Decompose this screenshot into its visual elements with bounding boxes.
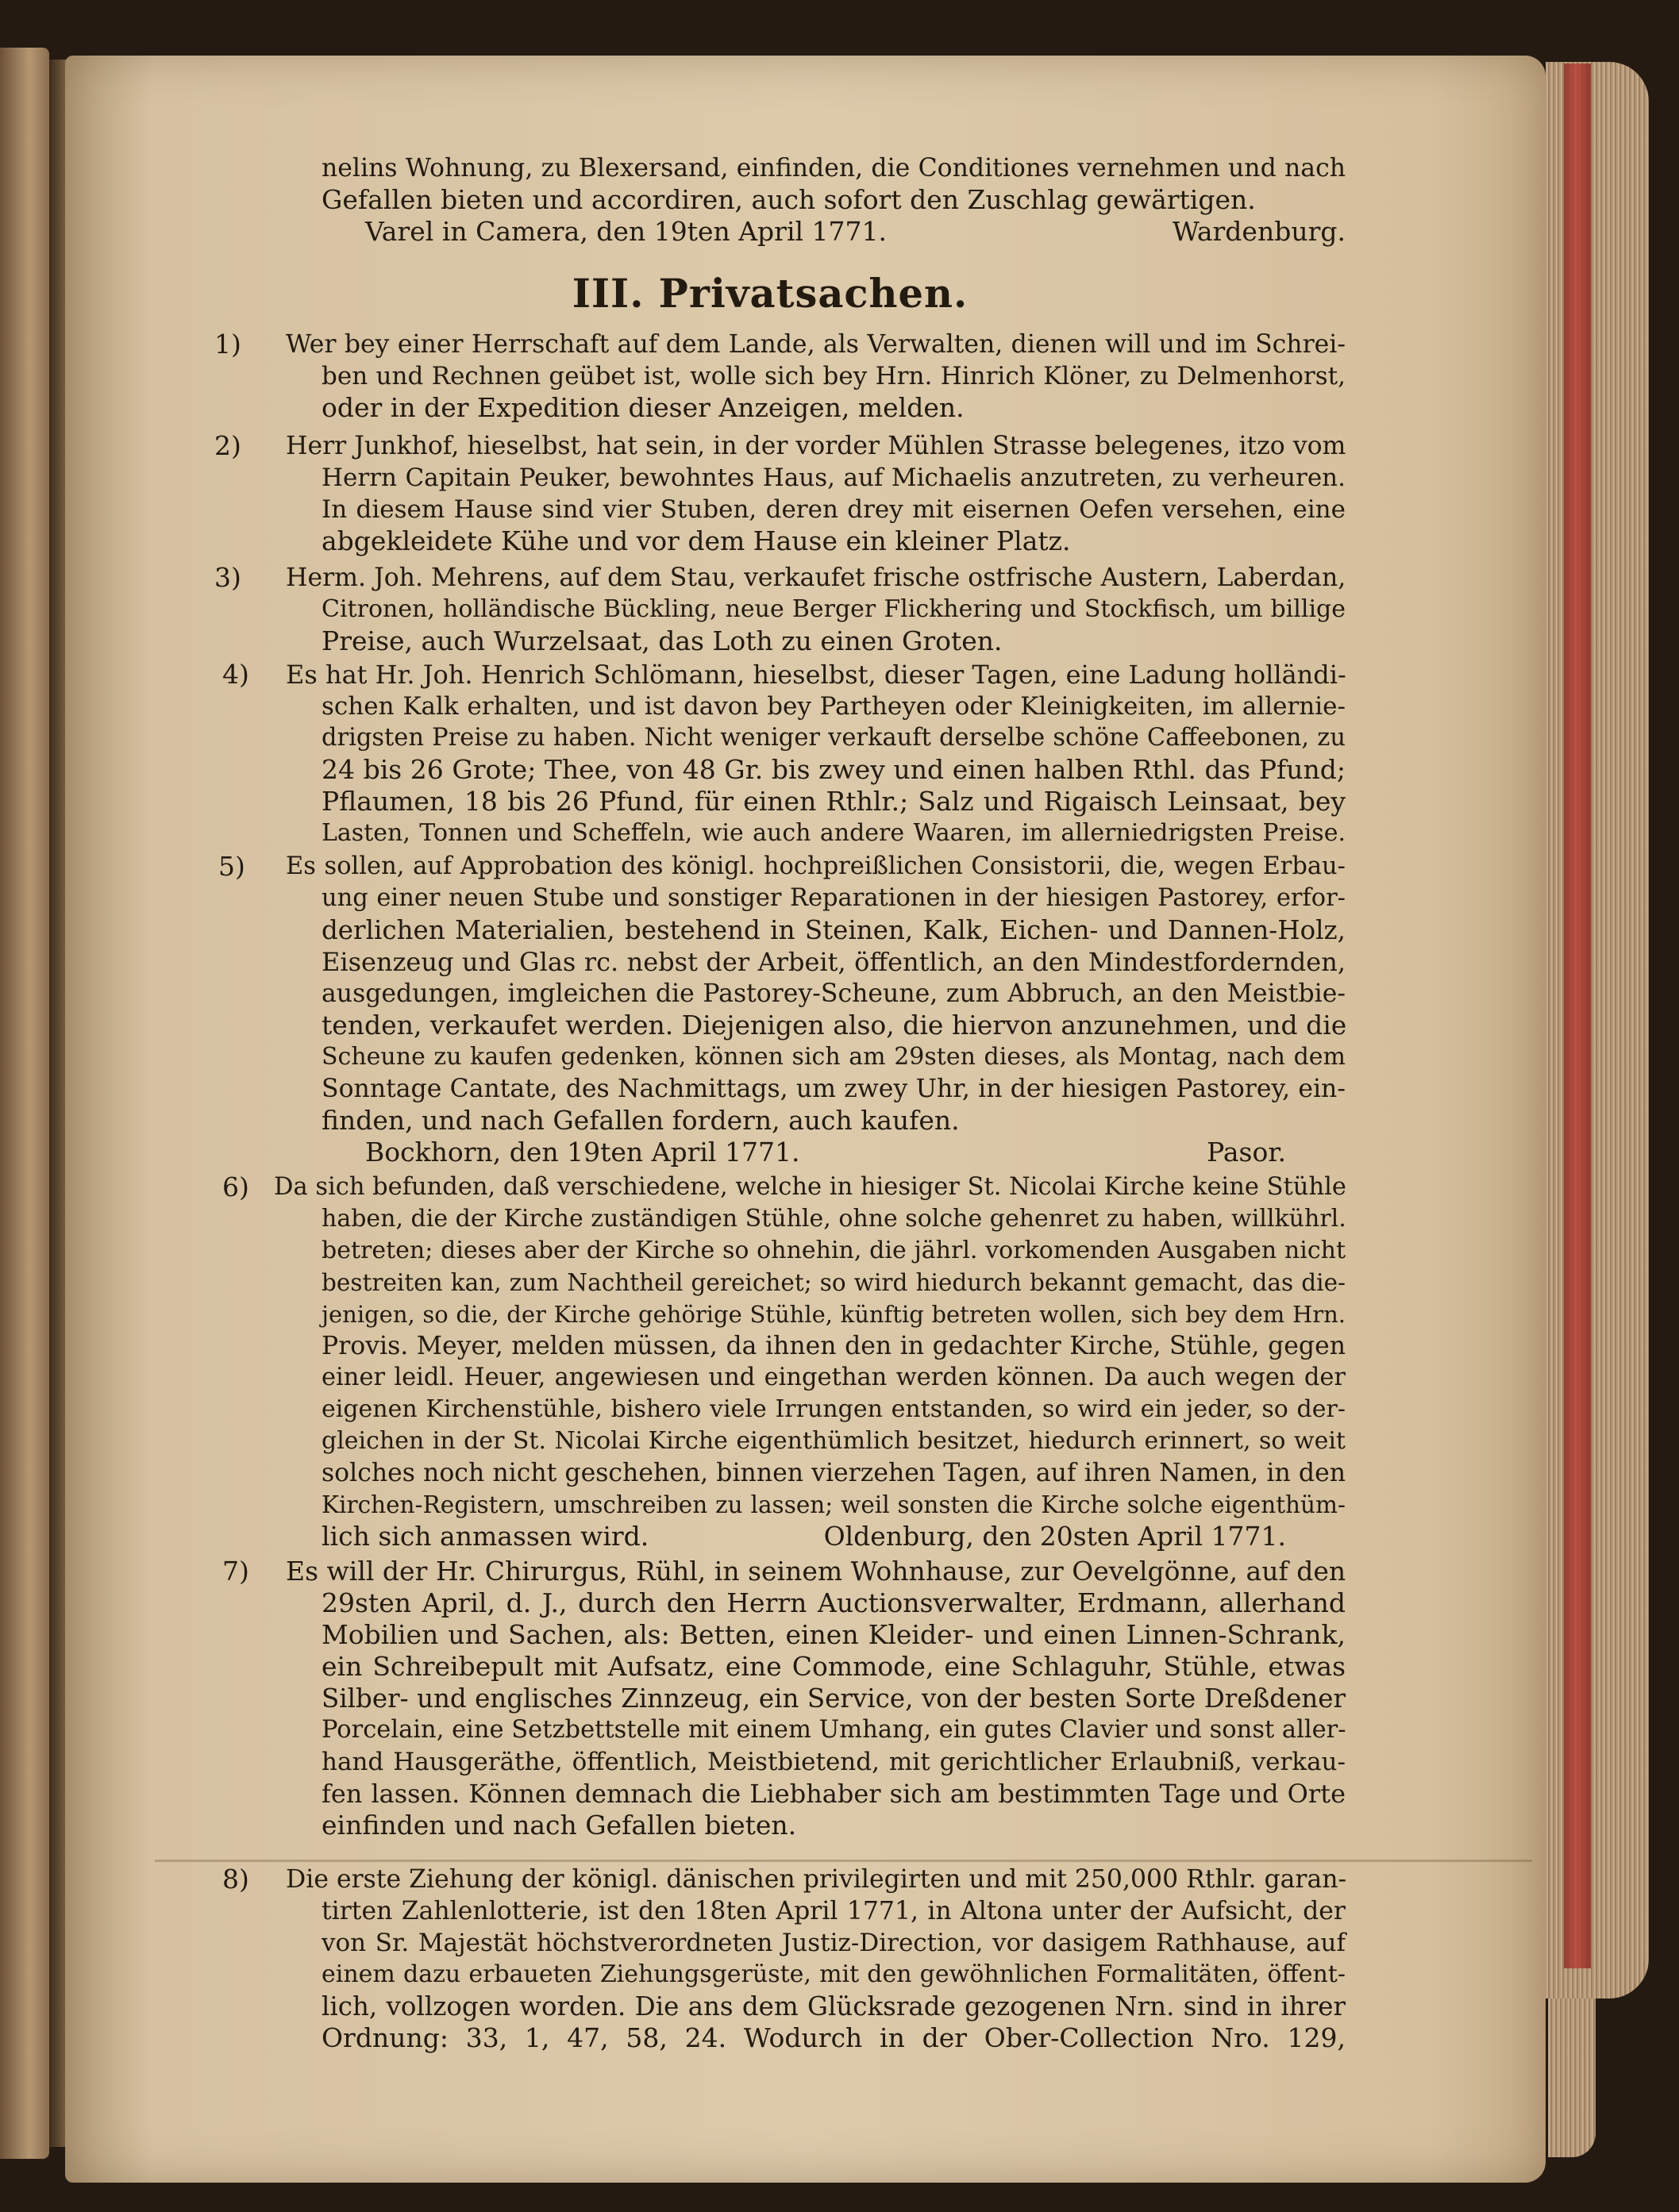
- item-5-line: Scheune zu kaufen gedenken, können sich am 29sten dieses, als Montag, nach dem: [322, 1043, 1346, 1071]
- item-5-number: 5): [218, 851, 245, 882]
- item-4-number: 4): [222, 659, 249, 690]
- item-5-line: Eisenzeug und Glas rc. nebst der Arbeit, öffentlich, an den Mindestfordernden,: [322, 947, 1346, 977]
- item-1-line: ben und Rechnen geübet ist, wolle sich bey Hrn. Hinrich Klöner, zu Delmenhorst,: [322, 362, 1346, 390]
- item-5-line: ausgedungen, imgleichen die Pastorey-Scheune, zum Abbruch, an den Meistbie-: [322, 979, 1346, 1008]
- item-3-line: Citronen, holländische Bückling, neue Berger Flickhering und Stockfisch, um billige: [322, 595, 1346, 623]
- item-3-line: Preise, auch Wurzelsaat, das Loth zu einen Groten.: [322, 625, 1003, 656]
- item-2-line: abgekleidete Kühe und vor dem Hause ein kleiner Platz.: [322, 525, 1071, 556]
- item-1-line: oder in der Expedition dieser Anzeigen, melden.: [322, 392, 965, 423]
- item-6-line: Kirchen-Registern, umschreiben zu lassen; weil sonsten die Kirche solche eigenthüm-: [322, 1491, 1346, 1518]
- item-5-line: ung einer neuen Stube und sonstiger Reparationen in der hiesigen Pastorey, erfor-: [322, 884, 1346, 912]
- item-2-number: 2): [214, 430, 241, 461]
- item-7-number: 7): [222, 1556, 249, 1587]
- item-5-signature: Pasor.: [1207, 1137, 1286, 1168]
- section-heading: III. Privatsachen.: [572, 271, 969, 317]
- item-4-line: 24 bis 26 Grote; Thee, von 48 Gr. bis zwey und einen halben Rthl. das Pfund;: [322, 754, 1346, 785]
- item-6-line: solches noch nicht geschehen, binnen vierzehen Tagen, auf ihren Namen, in den: [322, 1459, 1346, 1487]
- top-line-1: nelins Wohnung, zu Blexersand, einfinden, die Conditiones vernehmen und nach: [322, 154, 1346, 183]
- item-1-number: 1): [214, 329, 241, 360]
- item-7-line: fen lassen. Können demnach die Liebhaber sich am bestimmten Tage und Orte: [322, 1779, 1346, 1809]
- item-8-line: einem dazu erbaueten Ziehungsgerüste, mit den gewöhnlichen Formalitäten, öffent-: [322, 1960, 1346, 1988]
- item-4-line: Es hat Hr. Joh. Henrich Schlömann, hieselbst, dieser Tagen, eine Ladung holländi-: [286, 660, 1346, 690]
- item-6-line: eigenen Kirchenstühle, bishero viele Irrungen entstanden, so wird ein jeder, so der-: [322, 1395, 1346, 1423]
- top-line-2: Gefallen bieten und accordiren, auch sofort den Zuschlag gewärtigen.: [322, 184, 1256, 215]
- item-2-line: In diesem Hause sind vier Stuben, deren drey mit eisernen Oefen versehen, eine: [322, 495, 1346, 524]
- item-4-line: Lasten, Tonnen und Scheffeln, wie auch andere Waaren, im allerniedrigsten Preise.: [322, 819, 1346, 847]
- item-7-line: hand Hausgeräthe, öffentlich, Meistbietend, mit gerichtlicher Erlaubniß, verkau-: [322, 1748, 1346, 1776]
- item-7-line: Es will der Hr. Chirurgus, Rühl, in seinem Wohnhause, zur Oevelgönne, auf den: [286, 1556, 1346, 1587]
- item-5-line: Es sollen, auf Approbation des königl. hochpreißlichen Consistorii, die, wegen Erbau-: [286, 852, 1346, 880]
- item-8-line: von Sr. Majestät höchstverordneten Justiz-Direction, vor dasigem Rathhause, auf: [322, 1929, 1346, 1957]
- item-7-line: ein Schreibepult mit Aufsatz, eine Commode, eine Schlaguhr, Stühle, etwas: [322, 1651, 1346, 1682]
- item-6-last-line: lich sich anmassen wird.: [322, 1521, 649, 1552]
- item-6-place-date: Oldenburg, den 20sten April 1771.: [823, 1521, 1286, 1552]
- item-8-number: 8): [222, 1864, 249, 1895]
- item-6-line: betreten; dieses aber der Kirche so ohnehin, die jährl. vorkomenden Ausgaben nicht: [322, 1237, 1346, 1264]
- item-7-line: einfinden und nach Gefallen bieten.: [322, 1810, 797, 1841]
- item-8-line: lich, vollzogen worden. Die ans dem Glücksrade gezogenen Nrn. sind in ihrer: [322, 1991, 1346, 2022]
- item-4-line: drigsten Preise zu haben. Nicht weniger verkauft derselbe schöne Caffeebonen, zu: [322, 724, 1346, 752]
- item-4-line: Pflaumen, 18 bis 26 Pfund, für einen Rthlr.; Salz und Rigaisch Leinsaat, bey: [322, 786, 1346, 817]
- item-8-line: Ordnung: 33, 1, 47, 58, 24. Wodurch in der Ober-Collection Nro. 129,: [322, 2022, 1346, 2053]
- item-6-line: Provis. Meyer, melden müssen, da ihnen den in gedachter Kirche, Stühle, gegen: [322, 1332, 1346, 1360]
- item-7-line: Porcelain, eine Setzbettstelle mit einem Umhang, ein gutes Clavier und sonst aller-: [322, 1716, 1346, 1744]
- item-5-line: finden, und nach Gefallen fordern, auch kaufen.: [322, 1105, 960, 1136]
- item-6-line: jenigen, so die, der Kirche gehörige Stühle, künftig betreten wollen, sich bey dem Hrn.: [322, 1301, 1346, 1328]
- item-6-line: gleichen in der St. Nicolai Kirche eigenthümlich besitzet, hiedurch erinnert, so weit: [322, 1427, 1346, 1455]
- item-1-line: Wer bey einer Herrschaft auf dem Lande, als Verwalten, dienen will und im Schrei-: [286, 330, 1346, 359]
- item-6-number: 6): [222, 1171, 249, 1202]
- item-6-line: haben, die der Kirche zuständigen Stühle, ohne solche gehenret zu haben, willkührl.: [322, 1205, 1346, 1233]
- item-7-line: Mobilien und Sachen, als: Betten, einen Kleider- und einen Linnen-Schrank,: [322, 1619, 1346, 1650]
- top-place-date: Varel in Camera, den 19ten April 1771.: [365, 216, 888, 247]
- item-3-line: Herm. Joh. Mehrens, auf dem Stau, verkaufet frische ostfrische Austern, Laberdan,: [286, 564, 1346, 592]
- top-signature: Wardenburg.: [1172, 216, 1346, 247]
- item-3-number: 3): [214, 562, 241, 593]
- item-6-line: Da sich befunden, daß verschiedene, welche in hiesiger St. Nicolai Kirche keine Stühle: [274, 1173, 1346, 1201]
- item-2-line: Herrn Capitain Peuker, bewohntes Haus, auf Michaelis anzutreten, zu verheuren.: [322, 464, 1346, 492]
- item-2-line: Herr Junkhof, hieselbst, hat sein, in der vorder Mühlen Strasse belegenes, itzo vom: [286, 432, 1346, 460]
- item-8-line: tirten Zahlenlotterie, ist den 18ten April 1771, in Altona unter der Aufsicht, der: [322, 1897, 1346, 1925]
- item-6-line: einer leidl. Heuer, angewiesen und eingethan werden können. Da auch wegen der: [322, 1364, 1346, 1391]
- item-6-line: bestreiten kan, zum Nachtheil gereichet; so wird hiedurch bekannt gemacht, das die-: [322, 1269, 1346, 1296]
- item-5-place-date: Bockhorn, den 19ten April 1771.: [365, 1137, 800, 1168]
- item-5-line: tenden, verkaufet werden. Diejenigen also, die hiervon anzunehmen, und die: [322, 1010, 1347, 1041]
- item-4-line: schen Kalk erhalten, und ist davon bey Partheyen oder Kleinigkeiten, im allernie-: [322, 692, 1346, 721]
- item-8-line: Die erste Ziehung der königl. dänischen privilegirten und mit 250,000 Rthlr. garan-: [286, 1865, 1347, 1894]
- item-5-line: Sonntage Cantate, des Nachmittags, um zwey Uhr, in der hiesigen Pastorey, ein-: [322, 1075, 1346, 1103]
- item-5-line: derlichen Materialien, bestehend in Steinen, Kalk, Eichen- und Dannen-Holz,: [322, 915, 1346, 945]
- item-7-line: Silber- und englisches Zinnzeug, ein Service, von der besten Sorte Dreßdener: [322, 1683, 1346, 1714]
- item-7-line: 29sten April, d. J., durch den Herrn Auctionsverwalter, Erdmann, allerhand: [322, 1587, 1346, 1618]
